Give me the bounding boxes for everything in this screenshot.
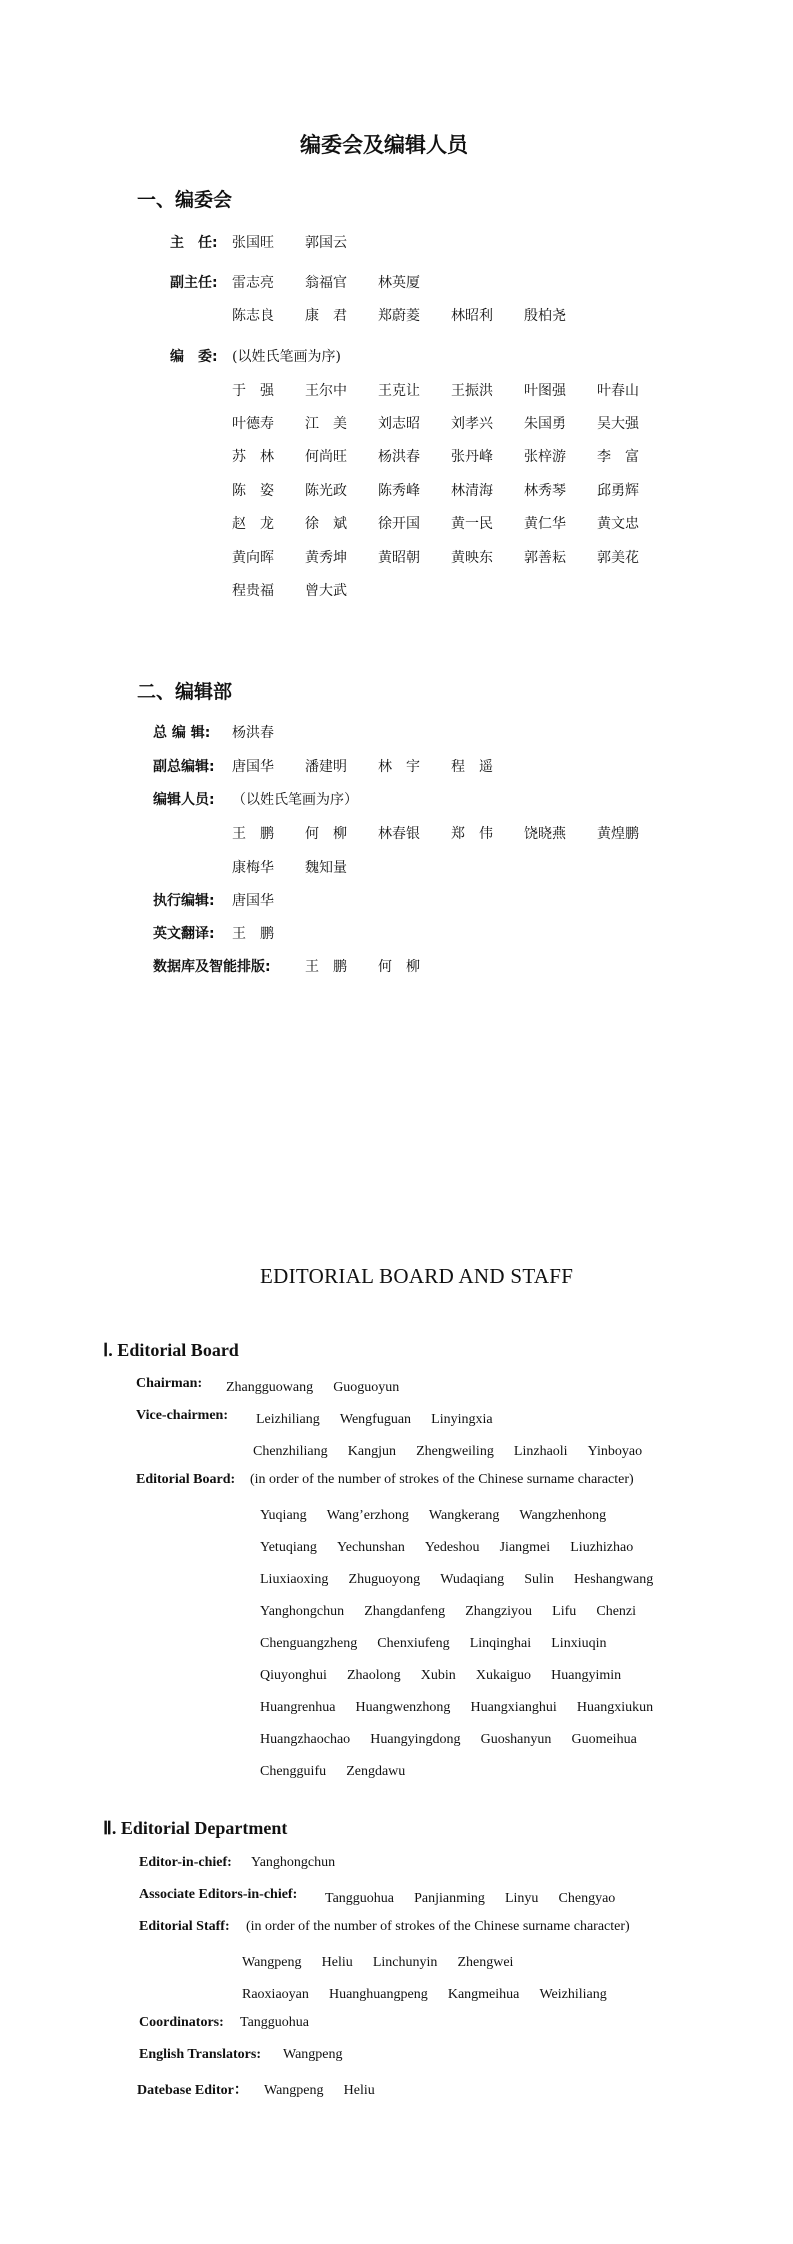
name-item: Huangyingdong	[370, 1732, 461, 1747]
name-item: 饶晓燕	[524, 826, 566, 842]
name-item: Raoxiaoyan	[242, 1987, 309, 2002]
board-row-cn	[232, 547, 670, 567]
name-item: Chenguangzheng	[260, 1636, 358, 1651]
chief-label-cn: 总 编 辑:	[153, 725, 211, 741]
exec-name-cn: 唐国华	[232, 893, 274, 909]
coord-name-en: Tangguohua	[240, 2015, 310, 2030]
name-item: Zhangziyou	[465, 1604, 533, 1619]
board-row-en	[260, 1600, 651, 1620]
vice-label-en: Vice-chairmen:	[136, 1408, 228, 1423]
name-item: 郭善耘	[524, 550, 566, 566]
name-item: Yuqiang	[260, 1508, 307, 1523]
board-row-en	[260, 1504, 621, 1524]
name-item: 何 柳	[378, 959, 420, 975]
name-item: 江 美	[305, 416, 347, 432]
name-item: Liuxiaoxing	[260, 1572, 329, 1587]
name-item: Weizhiliang	[539, 1987, 607, 2002]
chairman-names-en	[226, 1376, 414, 1396]
trans-name-en: Wangpeng	[283, 2047, 343, 2062]
db-names-en	[264, 2079, 390, 2099]
name-item: 陈光政	[305, 483, 347, 499]
name-item: 郭国云	[305, 235, 347, 251]
board-row-cn	[232, 513, 670, 533]
name-item: Heshangwang	[573, 1572, 654, 1587]
name-item: 翁福官	[305, 275, 347, 291]
name-item: 张梓游	[524, 449, 566, 465]
chairman-label-en: Chairman:	[136, 1376, 203, 1391]
coord-label-en: Coordinators:	[139, 2015, 224, 2030]
name-item: 王克让	[378, 383, 420, 399]
name-item: Wengfuguan	[339, 1412, 412, 1427]
name-item: Yanghongchun	[260, 1604, 345, 1619]
name-item: Wudaqiang	[440, 1572, 505, 1587]
name-item: Wangzhenhong	[519, 1508, 607, 1523]
name-item: 刘孝兴	[451, 416, 493, 432]
board-row-en	[260, 1536, 648, 1556]
name-item: 赵 龙	[232, 516, 274, 532]
db-label-en: Datebase Editor：	[137, 2083, 248, 2098]
name-item: Zhangdanfeng	[364, 1604, 446, 1619]
name-item: 叶春山	[597, 383, 639, 399]
name-item: Sulin	[524, 1572, 554, 1587]
name-item: 郑 伟	[451, 826, 493, 842]
name-item: 黄昭朝	[378, 550, 420, 566]
section-heading-dept-en: Ⅱ. Editorial Department	[103, 1818, 288, 1838]
assoc-label-en: Associate Editors-in-chief:	[139, 1887, 298, 1902]
name-item: Linxiuqin	[551, 1636, 607, 1651]
page-title-cn: 编委会及编辑人员	[300, 133, 468, 157]
exec-label-cn: 执行编辑:	[153, 893, 215, 909]
chairman-label-cn: 主 任:	[170, 235, 218, 251]
name-item: 唐国华	[232, 759, 274, 775]
name-item: 康 君	[305, 308, 347, 324]
name-item: 王 鹏	[305, 959, 347, 975]
board-row-cn	[232, 480, 670, 500]
name-item: 黄秀坤	[305, 550, 347, 566]
trans-name-cn: 王 鹏	[232, 926, 274, 942]
name-item: Yetuqiang	[260, 1540, 317, 1555]
name-item: 陈秀峰	[378, 483, 420, 499]
name-item: Qiuyonghui	[260, 1668, 327, 1683]
name-item: Kangjun	[347, 1444, 396, 1459]
name-item: 黄向晖	[232, 550, 274, 566]
name-item: Lifu	[552, 1604, 577, 1619]
vice-row-2-cn	[232, 305, 597, 325]
name-item: Linyu	[504, 1891, 539, 1906]
name-item: 苏 林	[232, 449, 274, 465]
vice-row-2-en	[253, 1440, 657, 1460]
db-names-cn	[305, 956, 451, 976]
name-item: 吴大强	[597, 416, 639, 432]
name-item: Heliu	[343, 2083, 375, 2098]
section-heading-dept-cn: 二、编辑部	[137, 681, 233, 703]
name-item: Chengguifu	[260, 1764, 327, 1779]
name-item: Chenxiufeng	[377, 1636, 450, 1651]
name-item: 郭美花	[597, 550, 639, 566]
staff-note-en: (in order of the number of strokes of the Chinese surname character)	[246, 1919, 630, 1934]
board-label-en: Editorial Board:	[136, 1472, 236, 1487]
name-item: Zhuguoyong	[348, 1572, 421, 1587]
board-row-en	[260, 1696, 668, 1716]
name-item: Huanghuangpeng	[328, 1987, 428, 2002]
name-item: Huangxianghui	[470, 1700, 557, 1715]
board-row-en	[260, 1664, 636, 1684]
name-item: 何尚旺	[305, 449, 347, 465]
name-item: Wangpeng	[264, 2083, 324, 2098]
name-item: Linqinghai	[469, 1636, 532, 1651]
name-item: 黄煌鹏	[597, 826, 639, 842]
name-item: Wangkerang	[428, 1508, 500, 1523]
name-item: Leizhiliang	[256, 1412, 320, 1427]
board-row-cn	[232, 580, 378, 600]
name-item: 林秀琴	[524, 483, 566, 499]
name-item: 程贵福	[232, 583, 274, 599]
chief-name-en: Yanghongchun	[251, 1855, 336, 1870]
name-item: 曾大武	[305, 583, 347, 599]
name-item: 陈 姿	[232, 483, 274, 499]
page-title-en: EDITORIAL BOARD AND STAFF	[260, 1264, 574, 1288]
name-item: 黄仁华	[524, 516, 566, 532]
name-item: 殷柏尧	[524, 308, 566, 324]
chairman-names-cn	[232, 232, 378, 252]
chief-name-cn: 杨洪春	[232, 725, 274, 741]
name-item: 林 宇	[378, 759, 420, 775]
name-item: Huangyimin	[551, 1668, 622, 1683]
name-item: 林昭利	[451, 308, 493, 324]
name-item: Xukaiguo	[475, 1668, 532, 1683]
staff-row-en	[242, 1983, 622, 2003]
db-label-cn: 数据库及智能排版:	[153, 959, 271, 975]
name-item: 林春银	[378, 826, 420, 842]
staff-label-cn: 编辑人员:	[153, 792, 215, 808]
board-row-en	[260, 1760, 420, 1780]
board-row-cn	[232, 413, 670, 433]
staff-row-cn	[232, 823, 670, 843]
board-note-en: (in order of the number of strokes of the Chinese surname character)	[250, 1472, 634, 1487]
name-item: 刘志昭	[378, 416, 420, 432]
name-item: Zengdawu	[346, 1764, 406, 1779]
name-item: 魏知量	[305, 860, 347, 876]
board-label-cn: 编 委:	[170, 349, 218, 365]
staff-row-en	[242, 1951, 528, 1971]
name-item: Huangzhaochao	[260, 1732, 351, 1747]
name-item: Guomeihua	[571, 1732, 637, 1747]
board-row-en	[260, 1728, 652, 1748]
board-note-cn: (以姓氏笔画为序)	[232, 349, 341, 365]
trans-label-cn: 英文翻译:	[153, 926, 215, 942]
name-item: Chenzhiliang	[253, 1444, 328, 1459]
name-item: Zhaolong	[346, 1668, 401, 1683]
chief-label-en: Editor-in-chief:	[139, 1855, 232, 1870]
name-item: 林英厦	[378, 275, 420, 291]
name-item: 黄文忠	[597, 516, 639, 532]
name-item: Yinboyao	[587, 1444, 643, 1459]
name-item: 于 强	[232, 383, 274, 399]
vice-row-1-cn	[232, 272, 451, 292]
name-item: 程 遥	[451, 759, 493, 775]
name-item: Wang’erzhong	[326, 1508, 409, 1523]
name-item: Linyingxia	[431, 1412, 493, 1427]
name-item: 王 鹏	[232, 826, 274, 842]
name-item: Panjianming	[414, 1891, 485, 1906]
name-item: Yechunshan	[337, 1540, 405, 1555]
name-item: 张国旺	[232, 235, 274, 251]
name-item: 李 富	[597, 449, 639, 465]
name-item: Tangguohua	[325, 1891, 395, 1906]
name-item: 朱国勇	[524, 416, 566, 432]
name-item: 杨洪春	[378, 449, 420, 465]
board-row-cn	[232, 446, 670, 466]
vice-row-1-en	[256, 1408, 508, 1428]
name-item: Kangmeihua	[447, 1987, 520, 2002]
section-heading-board-cn: 一、编委会	[137, 189, 233, 211]
name-item: 林清海	[451, 483, 493, 499]
name-item: 徐开国	[378, 516, 420, 532]
name-item: Linzhaoli	[513, 1444, 568, 1459]
deputy-names-cn	[232, 756, 524, 776]
name-item: Huangwenzhong	[355, 1700, 451, 1715]
name-item: Zhangguowang	[226, 1380, 314, 1395]
name-item: Linchunyin	[372, 1955, 438, 1970]
name-item: 张丹峰	[451, 449, 493, 465]
name-item: Chengyao	[558, 1891, 616, 1906]
trans-label-en: English Translators:	[139, 2047, 262, 2062]
name-item: Liuzhizhao	[570, 1540, 634, 1555]
name-item: Huangrenhua	[260, 1700, 336, 1715]
name-item: Jiangmei	[499, 1540, 551, 1555]
staff-note-cn: （以姓氏笔画为序）	[232, 792, 358, 808]
staff-label-en: Editorial Staff:	[139, 1919, 230, 1934]
name-item: 黄一民	[451, 516, 493, 532]
name-item: 徐 斌	[305, 516, 347, 532]
name-item: 雷志亮	[232, 275, 274, 291]
name-item: Huangxiukun	[576, 1700, 654, 1715]
assoc-names-en	[325, 1887, 630, 1907]
name-item: 叶德寿	[232, 416, 274, 432]
name-item: Guoshanyun	[480, 1732, 552, 1747]
name-item: 黄映东	[451, 550, 493, 566]
name-item: Zhengwei	[457, 1955, 514, 1970]
name-item: 何 柳	[305, 826, 347, 842]
name-item: 邱勇辉	[597, 483, 639, 499]
name-item: Heliu	[321, 1955, 353, 1970]
name-item: 陈志良	[232, 308, 274, 324]
name-item: Yedeshou	[424, 1540, 480, 1555]
section-heading-board-en: Ⅰ. Editorial Board	[103, 1340, 239, 1360]
name-item: Wangpeng	[242, 1955, 302, 1970]
board-row-en	[260, 1632, 621, 1652]
name-item: Xubin	[420, 1668, 456, 1683]
name-item: 王尔中	[305, 383, 347, 399]
staff-row-cn	[232, 857, 378, 877]
name-item: 王振洪	[451, 383, 493, 399]
name-item: 郑蔚菱	[378, 308, 420, 324]
board-row-cn	[232, 380, 670, 400]
name-item: 潘建明	[305, 759, 347, 775]
name-item: Chenzi	[596, 1604, 637, 1619]
board-row-en	[260, 1568, 668, 1588]
name-item: 叶图强	[524, 383, 566, 399]
name-item: Zhengweiling	[416, 1444, 494, 1459]
name-item: Guoguoyun	[333, 1380, 400, 1395]
deputy-label-cn: 副总编辑:	[153, 759, 215, 775]
vice-label-cn: 副主任:	[170, 275, 218, 291]
name-item: 康梅华	[232, 860, 274, 876]
